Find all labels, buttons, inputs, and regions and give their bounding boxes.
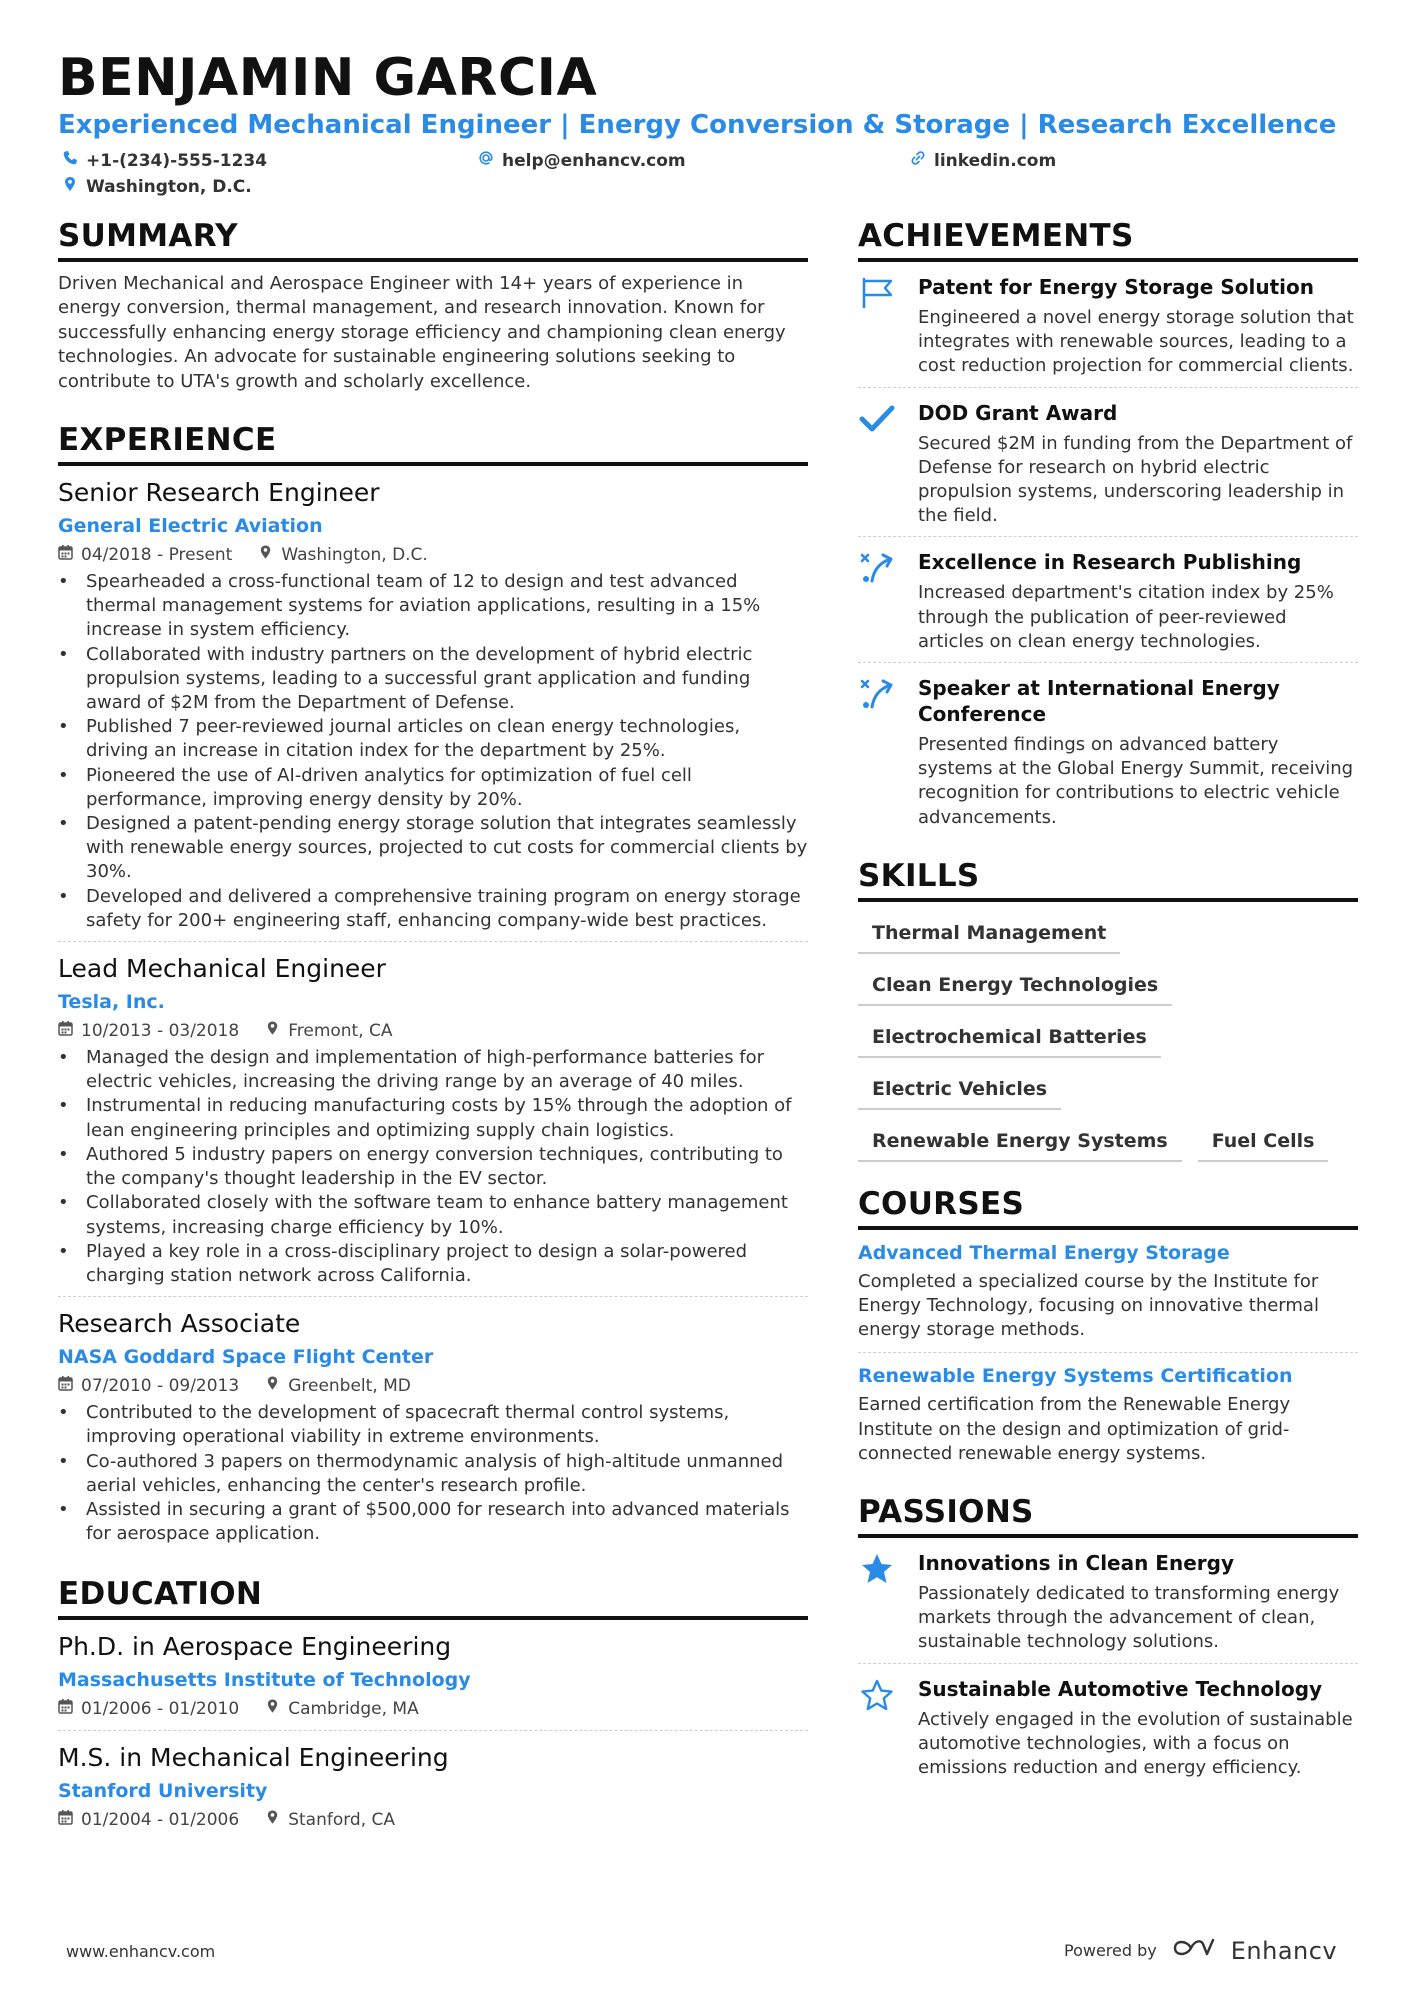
footer-branding: [1064, 1936, 1337, 1965]
degree: Ph.D. in Aerospace Engineering: [58, 1632, 452, 1662]
passion-desc: Passionately dedicated to transforming energy markets through the advancement of clean, sustainable technology solutions.: [918, 1583, 1340, 1653]
passion-desc: Actively engaged in the evolution of sustainable automotive technologies, with a focus on emissions reduction and energy efficiency.: [918, 1708, 1353, 1779]
bullet-item: • Played a key role in a cross-disciplinary project to design a solar-powered charging station network across California.: [58, 1240, 808, 1288]
bullet-item: • Collaborated closely with the software team to enhance battery management systems, increasing charge efficiency by 10%.: [58, 1191, 808, 1239]
section-title-education: EDUCATION: [58, 1576, 808, 1620]
achievement-desc: Increased department's citation index by 25% through the publication of peer-reviewed articles on clean energy technologies.: [918, 582, 1334, 652]
brand-name: Enhancv: [1230, 1936, 1338, 1965]
section-title-experience: EXPERIENCE: [58, 422, 808, 466]
passion-item: [858, 1664, 1358, 1789]
passion-item: [858, 1538, 1358, 1664]
summary-section: [58, 218, 808, 394]
check-icon: [858, 423, 896, 440]
course-title: Renewable Energy Systems Certification: [858, 1365, 1293, 1388]
job-meta: [58, 1375, 808, 1397]
passions-section: [858, 1494, 1358, 1788]
achievement-title: Excellence in Research Publishing: [918, 550, 1302, 575]
job-title: Lead Mechanical Engineer: [58, 954, 386, 984]
powered-by-label: Powered by: [1064, 1941, 1157, 1960]
section-title-passions: PASSIONS: [858, 1494, 1358, 1538]
job-location: Fremont, CA: [288, 1021, 393, 1042]
achievement-item: [858, 663, 1358, 838]
achievement-title: Patent for Energy Storage Solution: [918, 275, 1314, 299]
achievement-desc: Presented findings on advanced battery systems at the Global Energy Summit, receiving recognition for contributions to electric vehicle advancements.: [918, 734, 1354, 828]
achievement-title: Speaker at International Energy Conference: [918, 676, 1280, 727]
skills-list: [858, 908, 1358, 1168]
section-title-summary: SUMMARY: [58, 218, 808, 262]
education-location: Stanford, CA: [288, 1810, 396, 1831]
location-pin-icon: [265, 1375, 280, 1397]
location-text: Washington, D.C.: [86, 176, 252, 197]
education-location: Cambridge, MA: [288, 1699, 419, 1720]
star-outline-icon: [858, 1699, 896, 1716]
bullet-item: • Assisted in securing a grant of $500,000 for research into advanced materials for aerospace application.: [58, 1498, 808, 1546]
skill-tag: Fuel Cells: [1198, 1116, 1329, 1162]
bullet-item: • Authored 5 industry papers on energy conversion techniques, contributing to the company's thought leadership in the EV sector.: [58, 1143, 808, 1191]
candidate-name: BENJAMIN GARCIA: [58, 48, 598, 108]
phone-text: +1-(234)-555-1234: [86, 150, 268, 171]
location-pin-icon: [258, 544, 273, 566]
job-location: Greenbelt, MD: [288, 1376, 411, 1397]
footer-website[interactable]: www.enhancv.com: [66, 1942, 216, 1961]
achievement-item: [858, 537, 1358, 663]
bullet-item: • Published 7 peer-reviewed journal articles on clean energy technologies, driving an increase in citation index for the department by 25%.: [58, 715, 808, 763]
school-name: Stanford University: [58, 1780, 268, 1803]
passion-title: Sustainable Automotive Technology: [918, 1676, 1323, 1701]
education-meta: [58, 1809, 808, 1831]
achievement-desc: Secured $2M in funding from the Department of Defense for research on hybrid electric propulsion systems, underscoring leadership in the field.: [918, 432, 1353, 527]
calendar-icon: [58, 1698, 73, 1720]
calendar-icon: [58, 544, 73, 566]
headline: Experienced Mechanical Engineer | Energy Conversion & Storage | Research Excellence: [58, 110, 1337, 140]
job-dates: 07/2010 - 09/2013: [81, 1376, 240, 1397]
experience-section: [58, 422, 808, 1554]
bullet-item: • Collaborated with industry partners on the development of hybrid electric propulsion systems, leading to a successful grant application and funding award of $2M from the Department of Defense.: [58, 643, 808, 716]
job-entry: [58, 942, 808, 1297]
bullet-item: • Managed the design and implementation of high-performance batteries for electric vehicles, increasing the driving range by an average of 40 miles.: [58, 1046, 808, 1094]
left-column: [58, 218, 808, 1841]
bullet-item: • Pioneered the use of AI-driven analytics for optimization of fuel cell performance, improving energy density by 20%.: [58, 764, 808, 812]
bullet-item: • Developed and delivered a comprehensive training program on energy storage safety for 200+ engineering staff, enhancing company-wide best practices.: [58, 885, 808, 933]
skill-tag: Electrochemical Batteries: [858, 1012, 1161, 1058]
at-icon: [478, 150, 494, 171]
education-entry: [58, 1620, 808, 1731]
education-dates: 01/2006 - 01/2010: [81, 1699, 240, 1720]
right-column: [858, 218, 1358, 1788]
job-bullets: [58, 1401, 808, 1546]
skill-tag: Renewable Energy Systems: [858, 1116, 1182, 1162]
job-bullets: [58, 570, 808, 933]
job-entry: [58, 466, 808, 942]
job-dates: 10/2013 - 03/2018: [81, 1021, 240, 1042]
contact-phone[interactable]: [62, 150, 267, 171]
job-bullets: [58, 1046, 808, 1288]
bullet-item: • Contributed to the development of spacecraft thermal control systems, improving operational viability in extreme environments.: [58, 1401, 808, 1449]
enhancv-logo-icon: [1171, 1936, 1217, 1965]
skill-tag: Electric Vehicles: [858, 1064, 1061, 1110]
bullet-item: • Designed a patent-pending energy storage solution that integrates seamlessly with renewable energy sources, projected to cut costs for commercial clients by 30%.: [58, 812, 808, 885]
calendar-icon: [58, 1020, 73, 1042]
achievement-desc: Engineered a novel energy storage solution that integrates with renewable sources, leading to a cost reduction projection for commercial clients.: [918, 307, 1354, 377]
skill-tag: Clean Energy Technologies: [858, 960, 1172, 1006]
bullet-item: • Co-authored 3 papers on thermodynamic analysis of high-altitude unmanned aerial vehicles, enhancing the center's research profile.: [58, 1450, 808, 1498]
courses-section: [858, 1186, 1358, 1476]
location-pin-icon: [265, 1809, 280, 1831]
course-item: [858, 1353, 1358, 1476]
course-desc: Earned certification from the Renewable Energy Institute on the design and optimization of grid-connected renewable energy systems.: [858, 1394, 1291, 1464]
calendar-icon: [58, 1809, 73, 1831]
job-location: Washington, D.C.: [281, 545, 428, 566]
achievements-section: [858, 218, 1358, 838]
job-entry: [58, 1297, 808, 1554]
location-pin-icon: [265, 1020, 280, 1042]
education-entry: [58, 1731, 808, 1841]
education-meta: [58, 1698, 808, 1720]
location-pin-icon: [62, 176, 78, 197]
contact-email[interactable]: [478, 150, 686, 171]
skills-section: [858, 858, 1358, 1168]
contact-linkedin[interactable]: [910, 150, 1056, 171]
school-name: Massachusetts Institute of Technology: [58, 1669, 471, 1692]
strategy-icon: [858, 572, 896, 589]
linkedin-text: linkedin.com: [934, 150, 1057, 171]
company-name: Tesla, Inc.: [58, 991, 165, 1014]
achievement-item: [858, 388, 1358, 538]
bullet-item: • Instrumental in reducing manufacturing costs by 15% through the adoption of lean engineering principles and optimizing supply chain logistics.: [58, 1094, 808, 1142]
section-title-skills: SKILLS: [858, 858, 1358, 902]
location-pin-icon: [265, 1698, 280, 1720]
job-meta: [58, 1020, 808, 1042]
star-filled-icon: [858, 1573, 896, 1590]
passion-title: Innovations in Clean Energy: [918, 1551, 1234, 1576]
education-dates: 01/2004 - 01/2006: [81, 1810, 240, 1831]
degree: M.S. in Mechanical Engineering: [58, 1743, 449, 1773]
course-title: Advanced Thermal Energy Storage: [858, 1241, 1230, 1264]
section-title-courses: COURSES: [858, 1186, 1358, 1230]
education-section: [58, 1576, 808, 1841]
contact-location: [62, 176, 252, 197]
skill-tag: Thermal Management: [858, 908, 1120, 954]
company-name: General Electric Aviation: [58, 515, 323, 538]
achievement-title: DOD Grant Award: [918, 400, 1118, 425]
section-title-achievements: ACHIEVEMENTS: [858, 218, 1358, 262]
email-text: help@enhancv.com: [502, 150, 686, 171]
phone-icon: [62, 150, 78, 171]
summary-text: Driven Mechanical and Aerospace Engineer with 14+ years of experience in energy conversion, thermal management, and research innovation. Known for successfully enhancing energy storage efficiency and championing clean energy technologies. An advocate for sustainable engineering solutions seeking to contribute to UTA's growth and scholarly excellence.: [58, 273, 786, 392]
course-item: [858, 1230, 1358, 1354]
company-name: NASA Goddard Space Flight Center: [58, 1346, 434, 1369]
job-meta: [58, 544, 808, 566]
flag-icon: [858, 297, 896, 314]
course-desc: Completed a specialized course by the Institute for Energy Technology, focusing on innovative thermal energy storage methods.: [858, 1270, 1319, 1341]
achievement-item: [858, 262, 1358, 388]
job-dates: 04/2018 - Present: [81, 545, 233, 566]
job-title: Senior Research Engineer: [58, 478, 380, 508]
strategy-icon: [858, 698, 896, 715]
link-icon: [910, 150, 926, 171]
calendar-icon: [58, 1375, 73, 1397]
job-title: Research Associate: [58, 1309, 301, 1339]
bullet-item: • Spearheaded a cross-functional team of 12 to design and test advanced thermal management systems for aviation applications, resulting in a 15% increase in system efficiency.: [58, 570, 808, 643]
